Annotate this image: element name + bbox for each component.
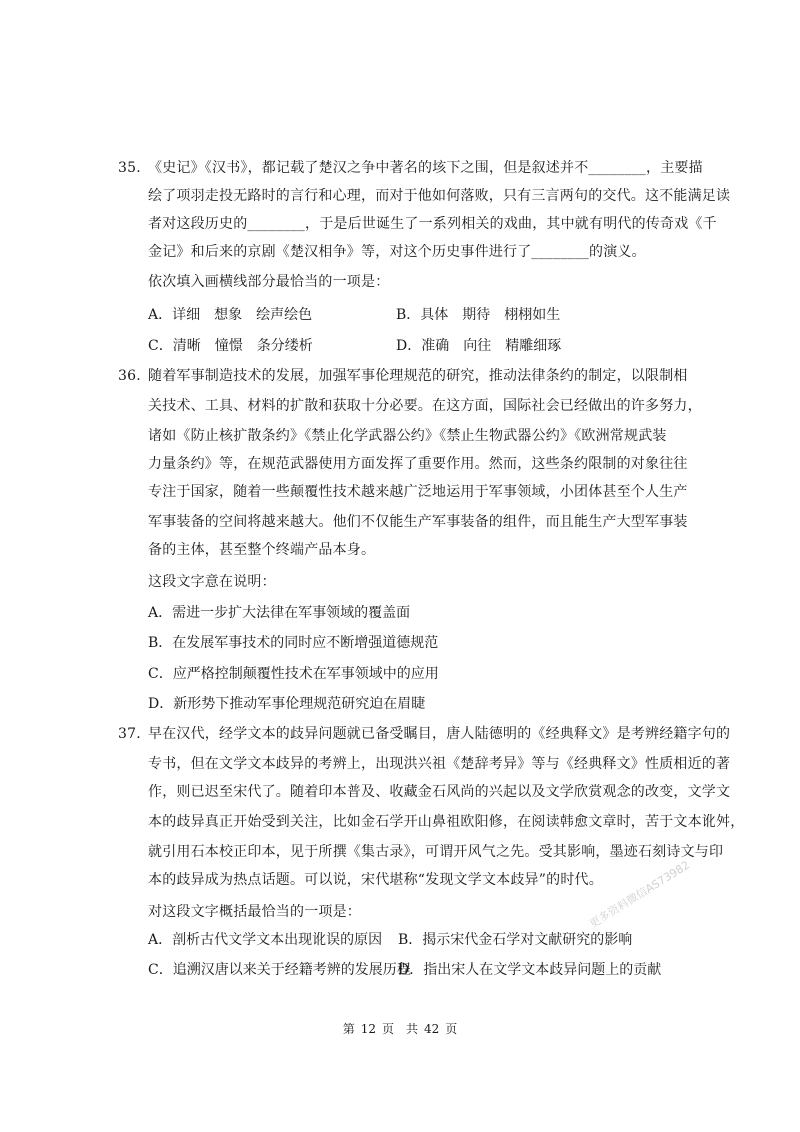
- option-d: D．指出宋人在文学文本歧异问题上的贡献: [398, 962, 662, 978]
- question-prompt: 这段文字意在说明：: [148, 574, 276, 590]
- option-c: C．清晰 憧憬 条分缕析: [148, 338, 313, 354]
- question-text-line: 作，则已迟至宋代了。随着印本普及、收藏金石风尚的兴起以及文学欣赏观念的改变，文学文: [148, 784, 731, 800]
- page-footer: [0, 1021, 800, 1037]
- option-a: A．剖析古代文学文本出现讹误的原因: [148, 932, 383, 948]
- footer-page-number: 12: [360, 1022, 376, 1036]
- question-text-line: 就引用石本校正印本，见于所撰《集古录》，可谓开风气之先。受其影响，墨迹石刻诗文与印: [148, 844, 724, 860]
- question-text-line: 绘了项羽走投无路时的言行和心理，而对于他如何落败，只有三言两句的交代。这不能满足读: [148, 188, 731, 204]
- question-text-line: 军事装备的空间将越来越大。他们不仅能生产军事装备的组件，而且能生产大型军事装: [148, 514, 688, 530]
- question-text-line: 备的主体，甚至整个终端产品本身。: [148, 542, 376, 558]
- question-number: 36.: [118, 368, 141, 384]
- question-prompt: 对这段文字概括最恰当的一项是：: [148, 904, 361, 920]
- question-text-line: 者对这段历史的________，于是后世诞生了一系列相关的戏曲，其中就有明代的传奇戏《千: [148, 216, 717, 232]
- question-prompt: 依次填入画横线部分最恰当的一项是：: [148, 274, 390, 290]
- watermark: 更多资料微信AS73982: [587, 858, 692, 931]
- question-text-line: 力量条约》等，在规范武器使用方面发挥了重要作用。然而，这些条约限制的对象往往: [148, 456, 688, 472]
- question-text-line: 本的歧异成为热点话题。可以说，宋代堪称“发现文学文本歧异”的时代。: [148, 872, 603, 888]
- footer-middle: 页 共: [381, 1022, 418, 1036]
- question-text-line: 《史记》《汉书》，都记载了楚汉之争中著名的垓下之围，但是叙述并不________，主要描: [148, 160, 703, 176]
- option-a: A．需进一步扩大法律在军事领域的覆盖面: [148, 605, 411, 621]
- option-b: B．揭示宋代金石学对文献研究的影响: [398, 932, 633, 948]
- question-text-line: 关技术、工具、材料的扩散和获取十分必要。在这方面，国际社会已经做出的许多努力，: [148, 398, 702, 414]
- option-d: D．准确 向往 精雕细琢: [396, 338, 562, 354]
- option-c: C．应严格控制颠覆性技术在军事领域中的应用: [148, 666, 439, 682]
- option-b: B．具体 期待 栩栩如生: [396, 307, 561, 323]
- option-b: B．在发展军事技术的同时应不断增强道德规范: [148, 635, 439, 651]
- question-text-line: 早在汉代，经学文本的歧异问题就已备受瞩目，唐人陆德明的《经典释文》是考辨经籍字句的: [148, 726, 731, 742]
- question-text-line: 诸如《防止核扩散条约》《禁止化学武器公约》《禁止生物武器公约》《欧洲常规武装: [148, 428, 667, 444]
- question-text-line: 专书，但在文学文本歧异的考辨上，出现洪兴祖《楚辞考异》等与《经典释文》性质相近的著: [148, 756, 731, 772]
- question-text-line: 随着军事制造技术的发展，加强军事伦理规范的研究，推动法律条约的制定，以限制相: [148, 368, 688, 384]
- question-number: 35.: [118, 160, 141, 176]
- question-text-line: 专注于国家，随着一些颠覆性技术越来越广泛地运用于军事领域，小团体甚至个人生产: [148, 484, 688, 500]
- option-a: A．详细 想象 绘声绘色: [148, 307, 313, 323]
- question-number: 37.: [118, 726, 141, 742]
- footer-total-pages: 42: [424, 1022, 440, 1036]
- option-d: D．新形势下推动军事伦理规范研究迫在眉睫: [148, 696, 426, 712]
- footer-prefix: 第: [342, 1022, 355, 1036]
- question-text-line: 金记》和后来的京剧《楚汉相争》等，对这个历史事件进行了________的演义。: [148, 244, 646, 260]
- option-c: C．追溯汉唐以来关于经籍考辨的发展历程: [148, 962, 411, 978]
- footer-suffix: 页: [445, 1022, 458, 1036]
- question-text-line: 本的歧异真正开始受到关注，比如金石学开山鼻祖欧阳修，在阅读韩愈文章时，苦于文本讹舛，: [148, 814, 745, 830]
